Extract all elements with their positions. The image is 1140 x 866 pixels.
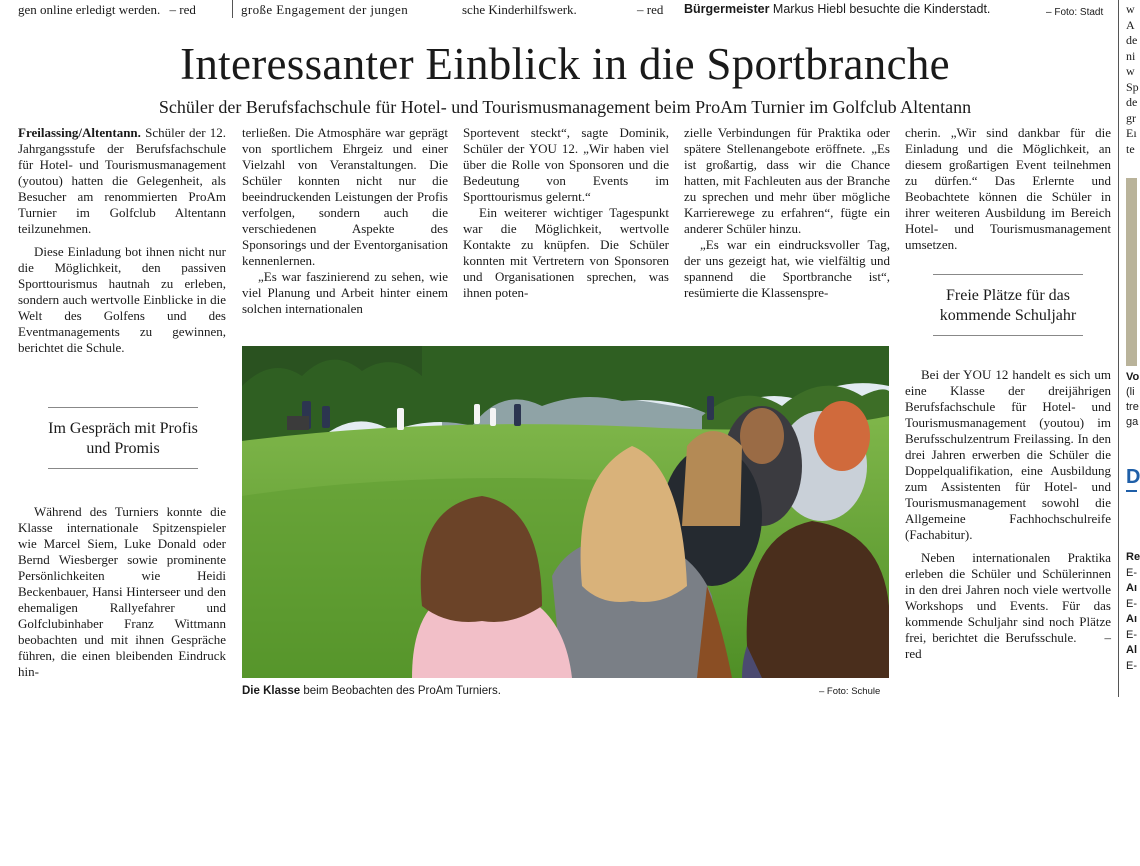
sliver-line: de [1126, 95, 1138, 109]
sliver-line: Aı [1126, 613, 1137, 625]
column-rule [232, 0, 233, 18]
crosshead-1 [48, 407, 198, 469]
sliver-line: Eı [1126, 126, 1137, 140]
photo-caption [242, 684, 501, 698]
sliver-line: E- [1126, 628, 1137, 641]
paragraph: zielle Verbindungen für Praktika oder spätere Stellenangebote eröffnete. „Es ist großartig, dass wir die Chance hatten, mit Fachleuten aus der Branche zu sprechen und mehr über mögliche Karrierewege zu erfahren“, fügte ein anderer Schüler hinzu. [684, 125, 890, 236]
sliver-line: te [1126, 141, 1135, 156]
column-rule-right [1118, 0, 1119, 697]
paragraph: Während des Turniers konnte die Klasse internationale Spitzenspieler wie Marcel Siem, Luke Donald oder Bernd Wiesberger sowie prominente Persönlichkeiten wie Heidi Beckenbauer, Hansi Hinterseer und den ehemaligen Rallyefahrer und Golfclubinhaber Franz Wittmann beobachten und mit ihnen Gespräche führen, die einen bleibenden Eindruck hin- [18, 504, 226, 679]
paragraph: Bei der YOU 12 handelt es sich um eine Klasse der dreijährigen Berufsfachschule für Hotel- und Tourismusmanagement (youtou) im Berufsschulzentrum Freilassing. In den drei Jahren erwerben die Schüler die Doppelqualifikation, eine Ausbildung zum Assistenten für Hotel- und Tourismusmanagement sowohl die Allgemeine Fachhochschulreife (Fachabitur). [905, 367, 1111, 542]
prev-photo-caption [684, 2, 990, 17]
crosshead-rule-bottom [48, 468, 198, 469]
next-heading-rule [1126, 490, 1137, 492]
prev-article-line-2: große Engagement der jungen [241, 2, 409, 17]
headline: Interessanter Einblick in die Sportbranche [180, 39, 950, 89]
prev-caption-rest: Markus Hiebl besuchte die Kinderstadt. [769, 2, 991, 16]
paragraph: Sportevent steckt“, sagte Dominik, Schüler der YOU 12. „Wir haben viel über die Rolle von Sponsoren und die Bedeutung von Events im Sporttourismus gelernt.“ [463, 125, 669, 204]
paragraph [905, 550, 1111, 662]
sliver-line: (li [1126, 386, 1135, 398]
article-column-5 [905, 125, 1111, 253]
paragraph: cherin. „Wir sind dankbar für die Einladung und die Möglichkeit, an diesem großartigen Event teilnehmen zu dürfen.“ Das Erlernte und Beobachtete können die Schüler in ihrer weiteren Ausbildung im Bereich Hotel- und Tourismusmanagement umsetzen. [905, 125, 1111, 252]
sliver-line: Vo [1126, 371, 1140, 383]
prev-article-line-1 [18, 2, 196, 17]
sliver-line: w [1126, 2, 1135, 16]
prev-sig-1: – red [169, 2, 196, 17]
paragraph-text: Schüler der 12. Jahrgangsstufe der Berufsfachschule für Hotel- und Tourismusmanagement (youtou) hatten die Gelegenheit, als Besucher am renommierten ProAm Turnier im Golfclub Altentann teilzunehmen. [18, 125, 226, 236]
caption-rest: beim Beobachten des ProAm Turniers. [300, 685, 501, 697]
dateline: Freilassing/Altentann. [18, 125, 141, 140]
sliver-line: E- [1126, 566, 1137, 579]
paragraph: „Es war ein eindrucksvoller Tag, der uns gezeigt hat, wie vielfältig und spannend die Sportbranche ist“, resümierte die Klassenspre- [684, 237, 890, 300]
subheadline: Schüler der Berufsfachschule für Hotel- und Tourismusmanagement beim ProAm Turnier im Golfclub Altentann [158, 97, 972, 117]
sliver-line: Aı [1126, 582, 1137, 594]
sliver-line: E- [1126, 659, 1137, 672]
sliver-line: ni [1126, 48, 1136, 63]
sliver-line: E- [1126, 597, 1137, 610]
photo-credit: – Foto: Schule [819, 686, 881, 697]
paragraph: Diese Einladung bot ihnen nicht nur die Möglichkeit, den passiven Sporttourismus hautnah zu erleben, sondern auch wertvolle Einblicke in die Welt des Golfens und des Eventmanagements zu gewinnen, berichtet die Schule. [18, 244, 226, 355]
sliver-line: gr [1126, 110, 1136, 125]
article-column-1-cont [18, 504, 226, 680]
article-column-2 [242, 125, 448, 317]
sliver-line: ga [1126, 416, 1139, 428]
sliver-line: tre [1126, 401, 1139, 413]
paragraph: terließen. Die Atmosphäre war geprägt von sportlichem Ehrgeiz und einer Vielzahl von Veranstaltungen. Die Schüler konnten nicht nur die beeindruckenden Leistungen der Profis verfolgen, sondern auch die verschiedenen Aspekte des Sponsorings und der Eventorganisation kennenlernen. [242, 125, 448, 268]
prev-caption-bold: Bürgermeister [684, 2, 770, 16]
next-caption-sliver [1126, 370, 1140, 430]
prev-photo-credit: – Foto: Stadt [1046, 7, 1104, 18]
article-column-3 [463, 125, 669, 301]
sliver-line: Sp [1126, 79, 1139, 94]
sliver-line: w [1126, 64, 1135, 78]
article-photo [242, 346, 889, 678]
paragraph: Ein weiterer wichtiger Tagespunkt war die Möglichkeit, wertvolle Kontakte zu knüpfen. Die Schüler konnten mit Vertretern von Sponsoren und Organisationen sprechen, was ihnen poten- [463, 205, 669, 300]
next-heading-sliver: D [1126, 466, 1140, 488]
prev-article-line-3: sche Kinderhilfswerk. [462, 2, 577, 17]
crosshead-rule-bottom [933, 335, 1083, 336]
crosshead-2 [933, 274, 1083, 336]
paragraph: „Es war faszinierend zu sehen, wie viel Planung und Arbeit hinter einem solchen internationalen [242, 269, 448, 316]
article-column-1 [18, 125, 226, 356]
next-article-sliver [1126, 2, 1137, 157]
article-column-5-cont [905, 367, 1111, 662]
crosshead-text: Freie Plätze für das kommende Schuljahr [939, 287, 1077, 324]
next-article-photo-sliver [1126, 178, 1137, 366]
caption-bold: Die Klasse [242, 685, 301, 697]
paragraph-text: Neben internationalen Praktika erleben die Schüler und Schülerinnen in den drei Jahren noch viele wertvolle Workshops und Events. Für das kommende Schuljahr sind noch Plätze frei, berichtet die Berufsschule. [905, 550, 1111, 645]
sliver-line: Re [1126, 551, 1140, 563]
sliver-line: de [1126, 33, 1138, 47]
prev-sig-3: – red [637, 2, 664, 17]
paragraph [18, 125, 226, 237]
article-column-4 [684, 125, 890, 301]
author-sig: – red [905, 630, 1111, 661]
sliver-line: A [1126, 17, 1135, 32]
next-contacts-sliver [1126, 550, 1140, 674]
sliver-line: Al [1126, 644, 1137, 656]
golf-crowd-image [242, 346, 889, 678]
crosshead-text: Im Gespräch mit Profis und Promis [48, 420, 198, 457]
prev-text-1: gen online erledigt werden. [18, 2, 161, 17]
